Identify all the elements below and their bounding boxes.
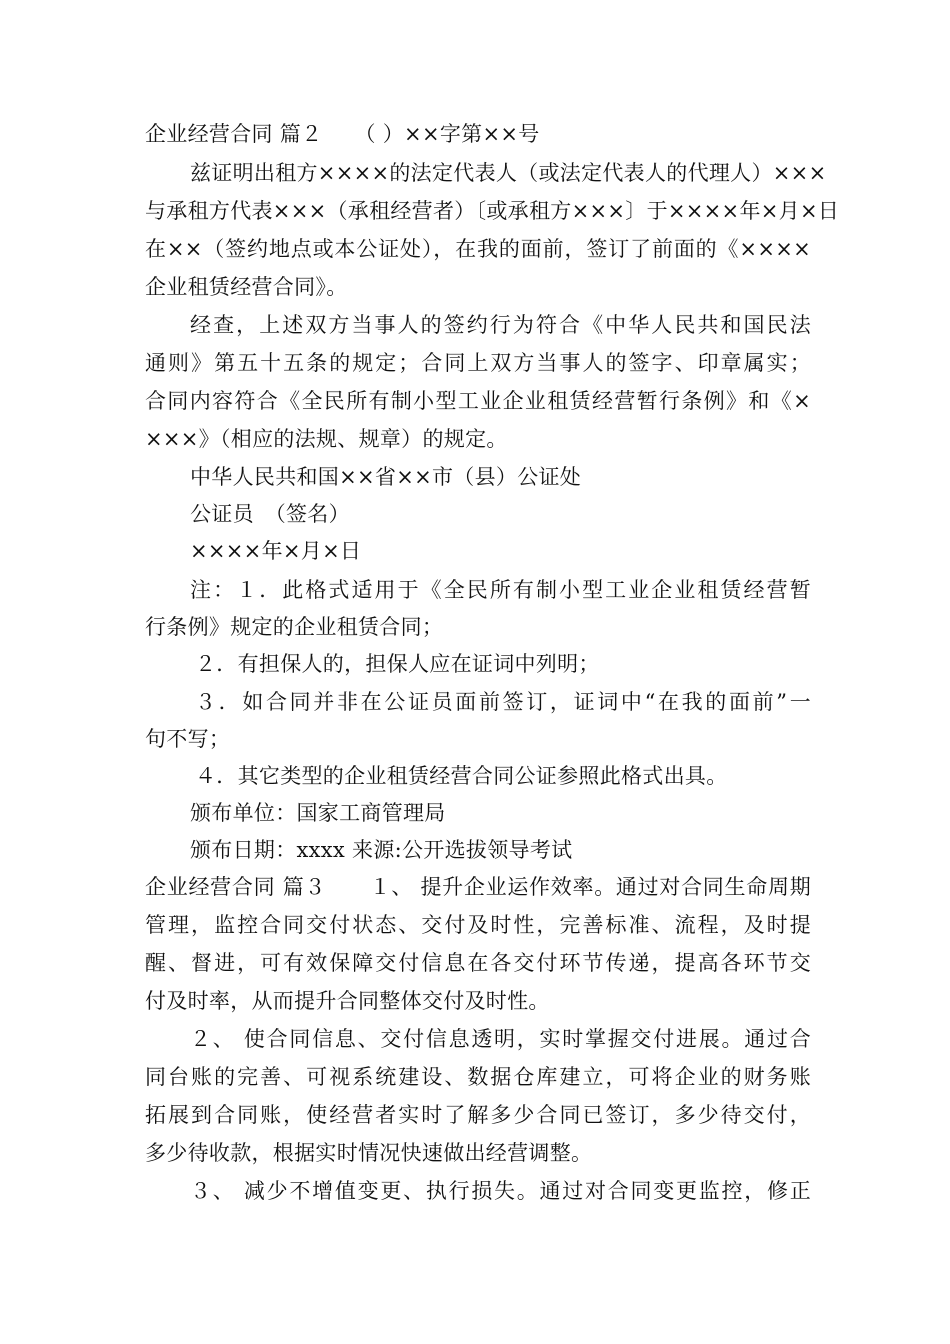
notary-signature: 公证员 （签名） — [190, 502, 350, 526]
section-heading-3: 企业经营合同 篇３ １、 提升企业运作效率。通过对合同生命周期 — [145, 875, 811, 899]
paragraph-line: 在××（签约地点或本公证处），在我的面前，签订了前面的《×××× — [145, 237, 811, 261]
paragraph-line: ２、 使合同信息、交付信息透明，实时掌握交付进展。通过合 — [190, 1027, 811, 1051]
paragraph-line: 管理，监控合同交付状态、交付及时性，完善标准、流程，及时提 — [145, 913, 811, 937]
issue-date-line: 颁布日期：xxxx 来源:公开选拔领导考试 — [190, 838, 573, 862]
paragraph-line: ×××》（相应的法规、规章）的规定。 — [145, 427, 508, 451]
paragraph-line: 企业租赁经营合同》。 — [145, 275, 348, 299]
paragraph-line: 付及时率，从而提升合同整体交付及时性。 — [145, 989, 550, 1013]
paragraph-line: 醒、督进，可有效保障交付信息在各交付环节传递，提高各环节交 — [145, 951, 811, 975]
paragraph-line: 经查，上述双方当事人的签约行为符合《中华人民共和国民法 — [190, 313, 811, 337]
paragraph-line: 多少待收款，根据实时情况快速做出经营调整。 — [145, 1141, 593, 1165]
note-line: ３．如合同并非在公证员面前签订，证词中“在我的面前”一 — [195, 690, 811, 714]
paragraph-line: 合同内容符合《全民所有制小型工业企业租赁经营暂行条例》和《× — [145, 389, 811, 413]
notary-date: ××××年×月×日 — [190, 539, 362, 563]
paragraph-line: 拓展到合同账，使经营者实时了解多少合同已签订，多少待交付， — [145, 1103, 811, 1127]
note-line: 句不写； — [145, 727, 231, 751]
section-heading-2: 企业经营合同 篇２ （ ）××字第××号 — [145, 122, 540, 146]
note-line: ４．其它类型的企业租赁经营合同公证参照此格式出具。 — [195, 764, 728, 788]
paragraph-line: ３、 减少不增值变更、执行损失。通过对合同变更监控，修正 — [190, 1179, 811, 1203]
issuer-line: 颁布单位：国家工商管理局 — [190, 801, 446, 825]
paragraph-line: 与承租方代表×××（承租经营者）〔或承租方×××〕于××××年×月×日 — [145, 199, 840, 223]
paragraph-line: 同台账的完善、可视系统建设、数据仓库建立，可将企业的财务账 — [145, 1065, 811, 1089]
note-line: 行条例》规定的企业租赁合同； — [145, 615, 444, 639]
paragraph-line: 兹证明出租方××××的法定代表人（或法定代表人的代理人）××× — [190, 161, 827, 185]
note-line: 注：１．此格式适用于《全民所有制小型工业企业租赁经营暂 — [190, 578, 811, 602]
notary-office: 中华人民共和国××省××市（县）公证处 — [190, 465, 582, 489]
note-line: ２．有担保人的，担保人应在证词中列明； — [195, 652, 600, 676]
paragraph-line: 通则》第五十五条的规定；合同上双方当事人的签字、印章属实； — [145, 351, 811, 375]
